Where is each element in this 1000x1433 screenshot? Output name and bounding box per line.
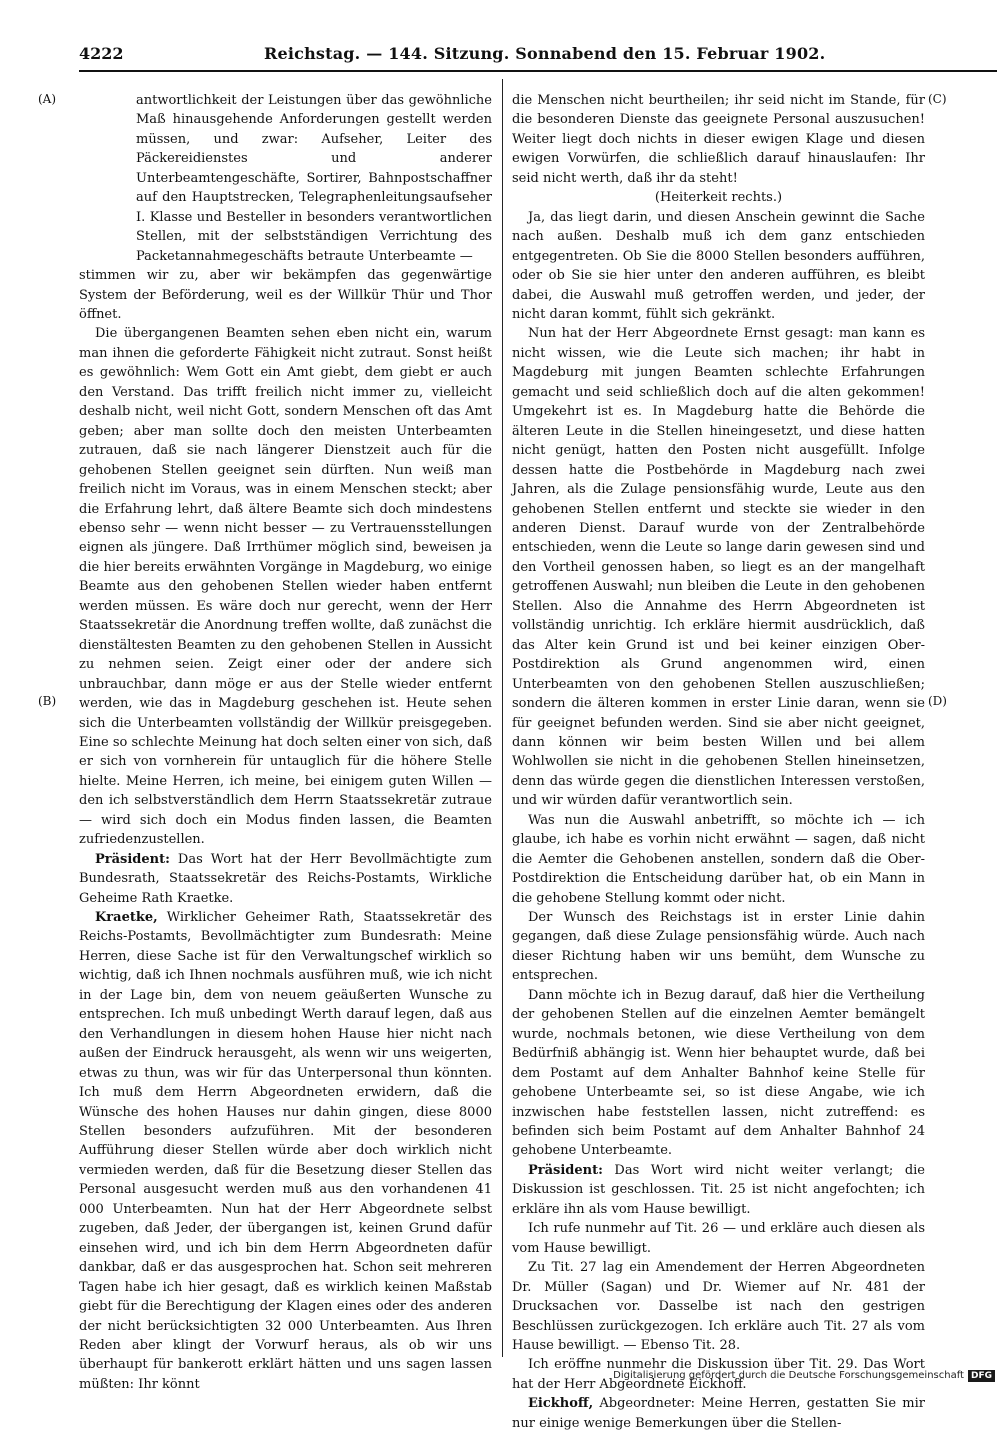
paragraph: Ich rufe nunmehr auf Tit. 26 — und erkläre auch diesen als vom Hause bewilligt. bbox=[512, 1221, 925, 1256]
speech-text: Wirklicher Geheimer Rath, Staatssekretär des Reichs-Postamts, Bevollmächtigter zum Bundesrath: Meine Herren, diese Sache ist für den Verwaltungschef wirklich so wichtig, daß ich Ihnen nochmals ausführen muß, wie ich nicht in der Lage bin, dem von neuem geäußerten Wunsche zu entsprechen. Ich muß unbedingt Werth darauf legen, daß aus den Verhandlungen in diesem hohen Hause hier nicht nach außen der Eindruck herausgeht, als wenn wir uns weigerten, etwas zu thun, was wir für das Unterpersonal thun könnten. Ich muß dem Herrn Abgeordneten erwidern, daß die Wünsche des hohen Hauses nur dahin gingen, diese 8000 Stellen besonders aufzuführen. Mit der besonderen Aufführung dieser Stellen würde aber doch wirklich nicht vermieden werden, daß für die Besetzung dieser Stellen das Personal ausgesucht werden muß aus den vorhandenen 41 000 Unterbeamten. Nun hat der Herr Abgeordnete selbst zugeben, daß Jeder, der übergangen ist, keinen Grund dafür einsehen wird, und ich bin dem Herrn Abgeordneten dafür dankbar, daß er das ausgesprochen hat. Schon seit mehreren Tagen habe ich hier gesagt, daß es wirklich keinen Maßstab giebt für die Berechtigung der Klagen eines oder des anderen der nicht berücksichtigten 32 000 Unterbeamten. Aus Ihren Reden aber klingt der Vorwurf heraus, als ob wir uns überhaupt für bankerott erklärt hätten und uns sagen lassen müßten: Ihr könnt bbox=[79, 910, 492, 1392]
paragraph: Ja, das liegt darin, und diesen Anschein gewinnt die Sache nach außen. Deshalb muß ich dem ganz entschieden entgegentreten. Ob Sie die 8000 Stellen besonders aufführen, oder ob Sie sie hier unter den anderen aufführen, es bleibt dabei, die Auswahl muß getroffen werden, und jeder, der nicht daran kommt, fühlt sich gekränkt. bbox=[512, 209, 925, 322]
left-column bbox=[79, 91, 492, 1394]
margin-mark-d: (D) bbox=[928, 694, 947, 708]
paragraph: Zu Tit. 27 lag ein Amendement der Herren Abgeordneten Dr. Müller (Sagan) und Dr. Wiemer auf Nr. 481 der Drucksachen vor. Dasselbe ist nach den gestrigen Beschlüssen zurückgezogen. Ich erkläre auch Tit. 27 als vom Hause bewilligt. — Ebenso Tit. 28. bbox=[512, 1260, 925, 1353]
president-remark bbox=[512, 1161, 925, 1219]
eickhoff-speech bbox=[512, 1394, 925, 1433]
paragraph: Nun hat der Herr Abgeordnete Ernst gesagt: man kann es nicht wissen, wie die Leute sich machen; ihr habt in Magdeburg mit jungen Beamten schlechte Erfahrungen gemacht und seid schließlich doch auf die alten gekommen! Umgekehrt ist es. In Magdeburg hatte die Behörde die älteren Leute in die Stellen hineingesetzt, und diese hatten nicht genügt, hatten den Posten nicht ausgefüllt. Infolge dessen hatte die Postbehörde in Magdeburg nach zwei Jahren, als die Zulage pensionsfähig wurde, Leute aus den gehobenen Stellen entfernt und steckte sie wieder in den anderen Dienst. Darauf wurde von der Zentralbehörde entschieden, wenn die Leute so lange darin gewesen sind und den Vortheil genossen haben, so liegt es an der mangelhaft getroffenen Auswahl; nun bleiben die Leute in den gehobenen Stellen. Also die Annahme des Herrn Abgeordneten ist vollständig unrichtig. Ich erkläre hiermit ausdrücklich, daß das Alter kein Grund ist und bei keiner einzigen Ober-Postdirektion als Grund angenommen wird, einen Unterbeamten von den gehobenen Stellen auszuschließen; sondern die älteren kommen in erster Linie daran, wenn sie für geeignet befunden werden. Sind sie aber nicht geeignet, dann können wir beim besten Willen und bei allem Wohlwollen sie nicht in die gehobenen Stellen hineinsetzen, denn das würde gegen die dienstlichen Interessen verstoßen, und wir würden dafür verantwortlich sein. bbox=[512, 326, 925, 809]
column-divider bbox=[502, 79, 503, 1357]
right-column bbox=[512, 91, 925, 1433]
quoted-list: antwortlichkeit der Leistungen über das gewöhnliche Maß hinausgehende Anforderungen gestellt werden müssen, und zwar: Aufseher, Leiter des Päckereidienstes und anderer Unterbeamtengeschäfte, Sortirer, Bahnpostschaffner auf den Hauptstrecken, Telegraphenleitungsaufseher I. Klasse und Besteller in besonders verantwortlichen Stellen, mit der selbstständigen Verrichtung des Packetannahmegeschäfts betraute Unterbeamte — bbox=[136, 93, 492, 264]
speech-text: Das Wort wird nicht weiter verlangt; die Diskussion ist geschlossen. Tit. 25 ist nicht angefochten; ich erkläre ihn als vom Hause bewilligt. bbox=[512, 1162, 925, 1217]
paragraph: Ich eröffne nunmehr die Diskussion über Tit. 29. Das Wort hat der Herr Abgeordnete Eickhoff. bbox=[512, 1357, 925, 1392]
speaker-name: Eickhoff, bbox=[528, 1396, 594, 1412]
funding-footer bbox=[600, 1370, 995, 1382]
audience-reaction: (Heiterkeit rechts.) bbox=[654, 190, 783, 206]
dfg-logo: DFG bbox=[968, 1370, 995, 1382]
header-rule bbox=[79, 70, 997, 72]
margin-mark-b: (B) bbox=[38, 694, 57, 708]
page-header bbox=[79, 44, 995, 66]
speech-text: Das Wort hat der Herr Bevollmächtigte zum Bundesrath, Staatssekretär des Reichs-Postamts, Wirkliche Geheime Rath Kraetke. bbox=[79, 851, 492, 906]
paragraph: stimmen wir zu, aber wir bekämpfen das gegenwärtige System der Beförderung, weil es der Willkür Thür und Thor öffnet. bbox=[79, 268, 492, 322]
paragraph: Der Wunsch des Reichstags ist in erster Linie dahin gegangen, daß diese Zulage pensionsfähig würde. Auch nach dieser Richtung haben wir uns bemüht, dem Wunsche zu entsprechen. bbox=[512, 910, 925, 984]
paragraph: Was nun die Auswahl anbetrifft, so möchte ich — ich glaube, ich habe es vorhin nicht erwähnt — sagen, daß nicht die Aemter die Gehobenen anstellen, sondern daß die Ober-Postdirektion die Entscheidung darüber hat, ob ein Mann in die gehobene Stellung kommt oder nicht. bbox=[512, 812, 925, 906]
margin-mark-a: (A) bbox=[38, 92, 57, 106]
speaker-name: Kraetke, bbox=[95, 910, 158, 926]
paragraph: Dann möchte ich in Bezug darauf, daß hier die Vertheilung der gehobenen Stellen auf die einzelnen Aemter bemängelt wurde, nochmals betonen, wie diese Vertheilung von dem Bedürfniß abhängig ist. Wenn hier behauptet wurde, daß bei dem Postamt auf dem Anhalter Bahnhof keine Stelle für gehobene Unterbeamte sei, so ist diese Angabe, wie ich inzwischen habe feststellen lassen, nicht zutreffend: es befinden sich beim Postamt auf dem Anhalter Bahnhof 24 gehobene Unterbeamte. bbox=[512, 987, 925, 1159]
paragraph: Die übergangenen Beamten sehen eben nicht ein, warum man ihnen die geforderte Fähigkeit nicht zutraut. Sonst heißt es gewöhnlich: Wem Gott ein Amt giebt, dem giebt er auch den Verstand. Das trifft freilich nicht immer zu, vielleicht deshalb nicht, weil nicht Gott, sondern Menschen oft das Amt geben; aber man sollte doch den meisten Unterbeamten zutrauen, daß sie nach längerer Dienstzeit auch für die gehobenen Stellen geeignet sein dürften. Nun weiß man freilich nicht im Voraus, was in einem Menschen steckt; aber die Erfahrung lehrt, daß ältere Beamte sich doch mindestens ebenso sehr — wenn nicht besser — zu Vertrauensstellungen eignen als jüngere. Daß Irrthümer möglich sind, beweisen ja die hier bereits erwähnten Vorgänge in Magdeburg, wo einige Beamte aus den gehobenen Stellen wieder haben entfernt werden müssen. Es wäre doch nur gerecht, wenn der Herr Staatssekretär die Anordnung treffen wollte, daß zunächst die dienstältesten Beamten zu den gehobenen Stellen in Aussicht zu nehmen seien. Zeigt einer oder der andere sich unbrauchbar, dann möge er aus der Stelle wieder entfernt werden, wie das in Magdeburg geschehen ist. Heute sehen sich die Unterbeamten vollständig der Willkür preisgegeben. Eine so schlechte Meinung hat doch selten einer von sich, daß er sich von vornherein für untauglich für die höhere Stelle hielte. Meine Herren, ich meine, bei einigem guten Willen — den ich selbstverständlich dem Herrn Staatssekretär zutraue — wird sich doch ein Modus finden lassen, die Beamten zufriedenzustellen. bbox=[79, 326, 492, 848]
kraetke-speech bbox=[79, 908, 492, 1394]
president-remark bbox=[79, 850, 492, 908]
footer-text: Digitalisierung gefördert durch die Deutsche Forschungsgemeinschaft bbox=[613, 1370, 964, 1381]
page-number: 4222 bbox=[79, 44, 124, 63]
running-head: Reichstag. — 144. Sitzung. Sonnabend den 15. Februar 1902. bbox=[264, 44, 826, 63]
speaker-name: Präsident: bbox=[95, 851, 170, 867]
speech-text: Abgeordneter: Meine Herren, gestatten Sie mir nur einige wenige Bemerkungen über die Stellen- bbox=[512, 1396, 925, 1431]
paragraph: die Menschen nicht beurtheilen; ihr seid nicht im Stande, für die besonderen Dienste das geeignete Personal auszusuchen! Weiter liegt doch nichts in dieser ewigen Klage und diesen ewigen Vorwürfen, die schließlich darauf hinauslaufen: Ihr seid nicht werth, daß ihr da steht! bbox=[512, 93, 925, 186]
speaker-name: Präsident: bbox=[528, 1162, 603, 1178]
margin-mark-c: (C) bbox=[928, 92, 947, 106]
